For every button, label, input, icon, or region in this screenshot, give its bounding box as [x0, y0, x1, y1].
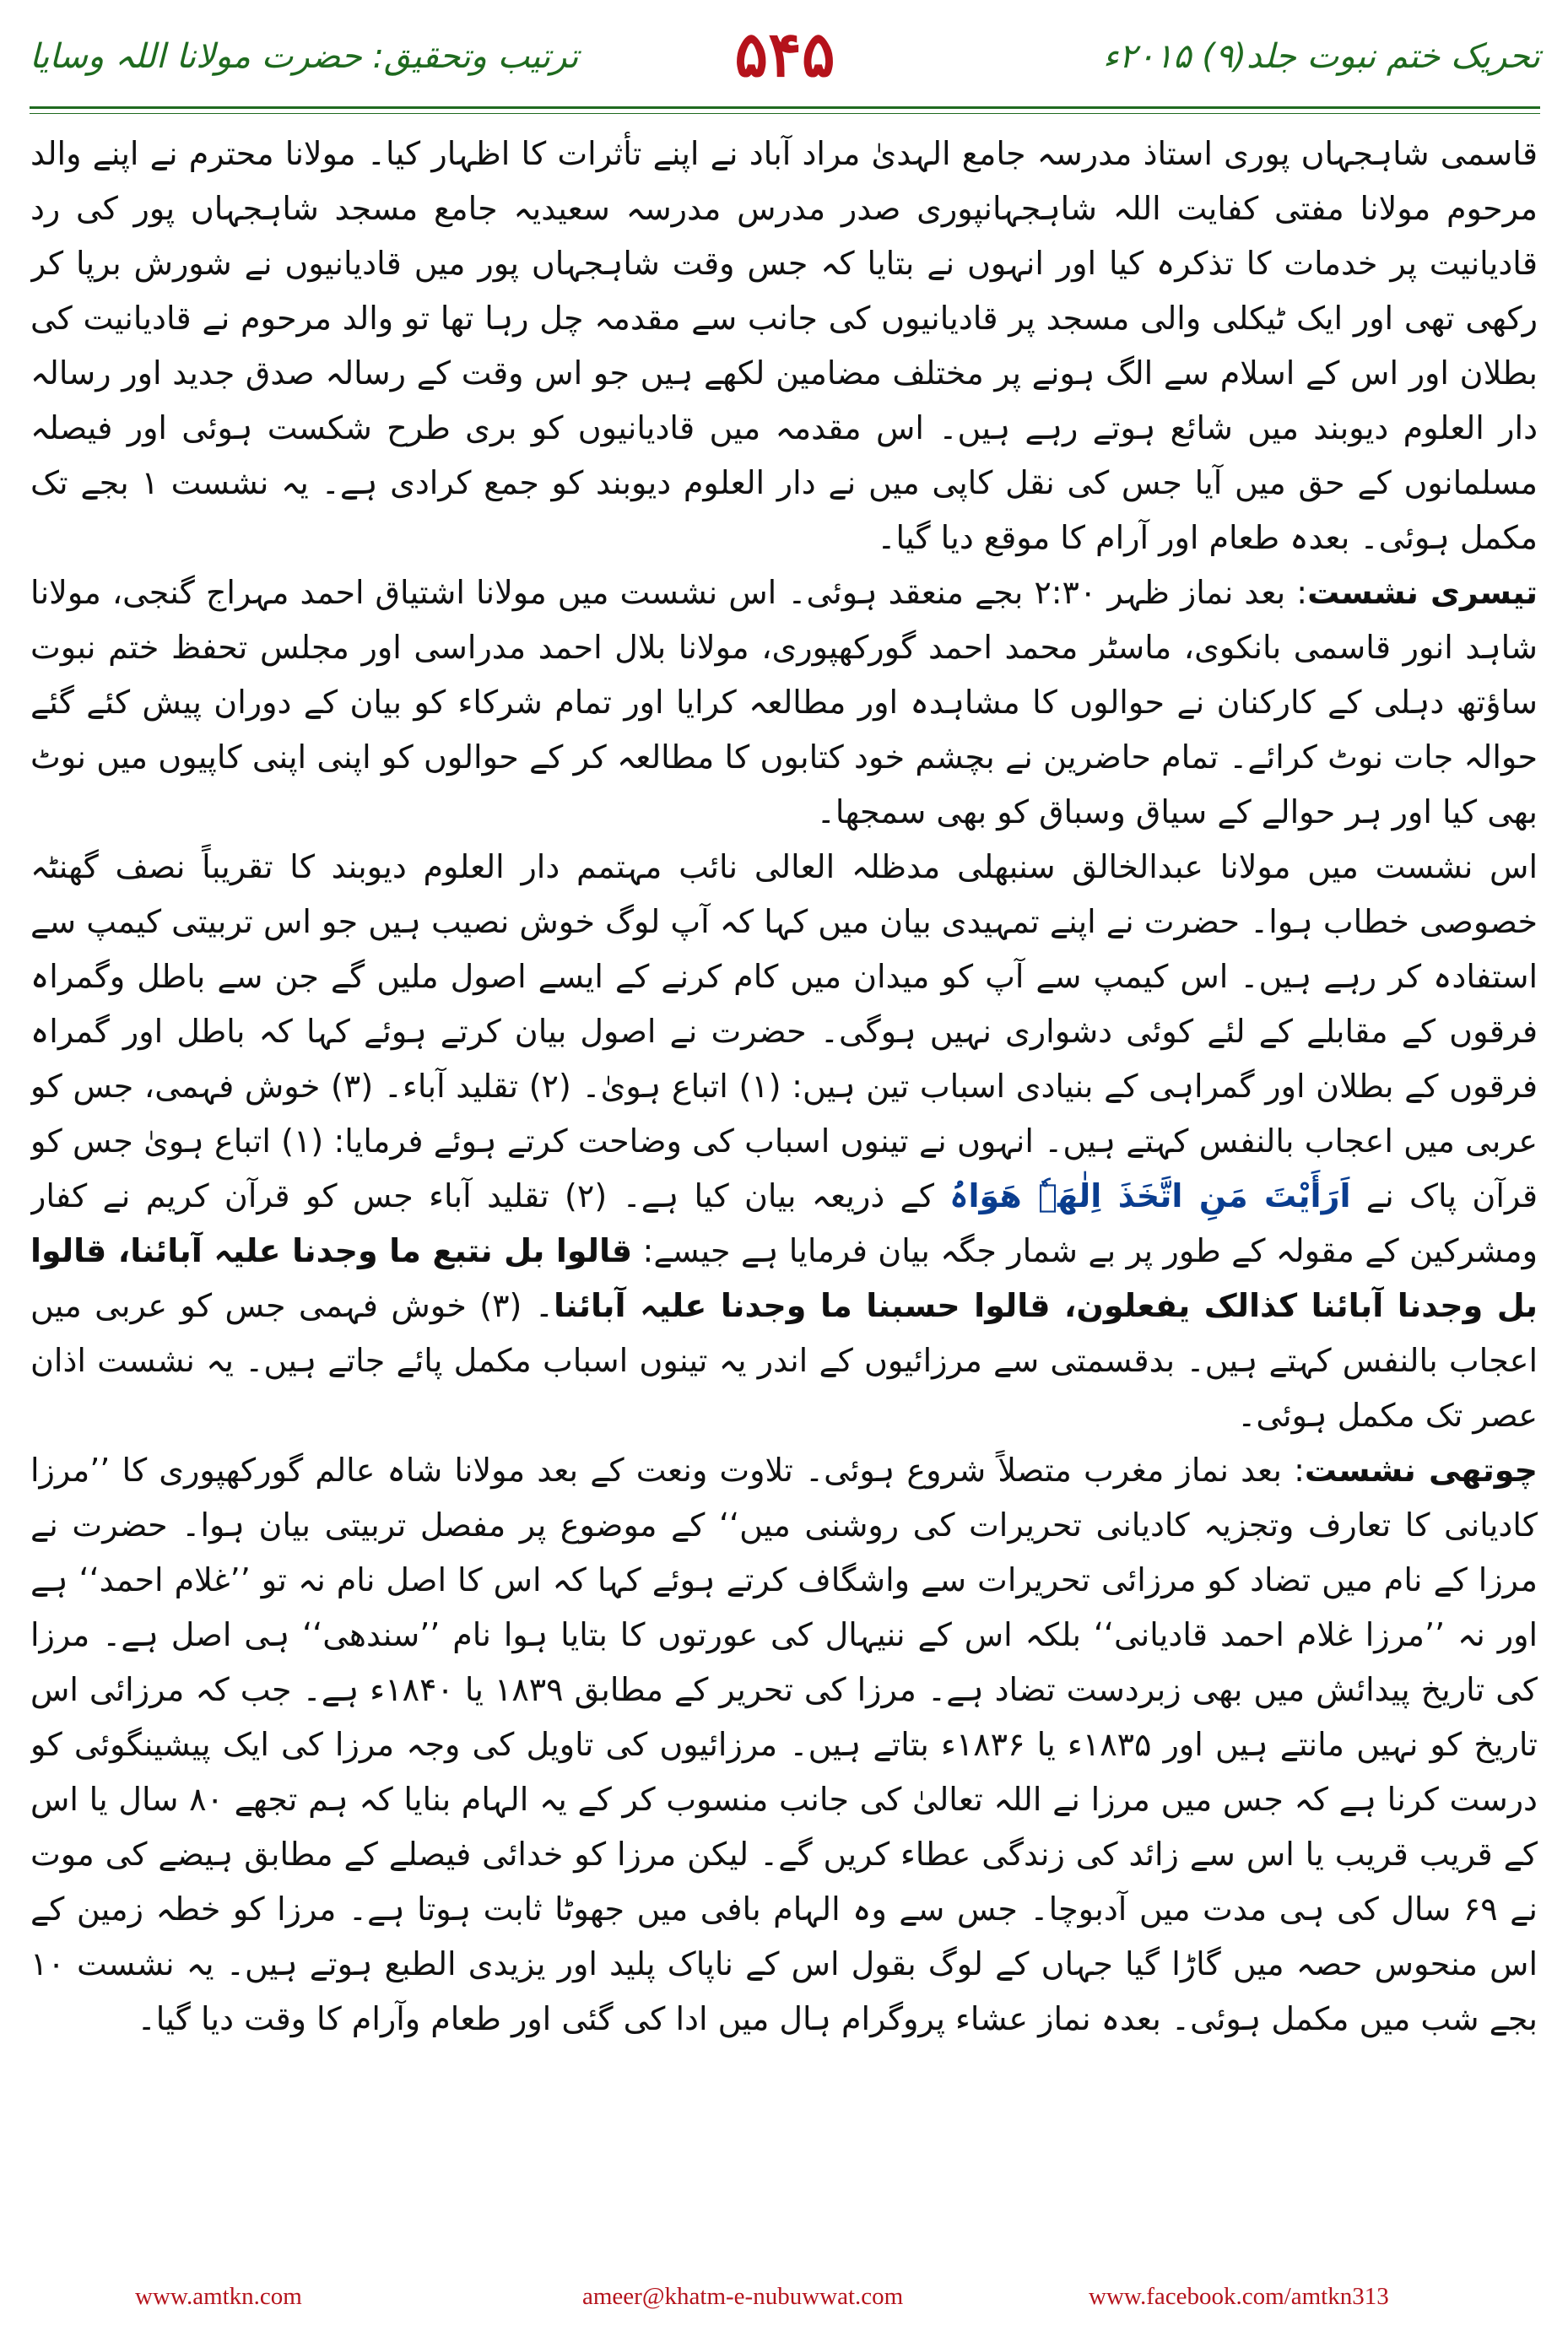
- website-link[interactable]: www.amtkn.com: [135, 2283, 302, 2310]
- article-body: [30, 127, 1538, 2283]
- paragraph-3: [30, 840, 1538, 1443]
- quran-verse: اَرَأَیْتَ مَنِ اتَّخَذَ اِلٰھَہٗ ھَوَاہُ: [949, 1177, 1351, 1214]
- paragraph-text: : بعد نماز ظہر ۲:۳۰ بجے منعقد ہوئی۔ اس نشست میں مولانا اشتیاق احمد مہراج گنجی، مولانا شاہد انور قاسمی بانکوی، ماسٹر محمد احمد گورکھپوری، مولانا بلال احمد مدراسی اور مجلس تحفظ ختم نبوت ساؤتھ دہلی کے کارکنان نے حوالوں کا مشاہدہ اور مطالعہ کرایا اور تمام شرکاء کو بیان کے دوران پیش کئے گئے حوالہ جات نوٹ کرائے۔ تمام حاضرین نے بچشم خود کتابوں کا مطالعہ کر کے حوالوں کو اپنی اپنی کاپیوں میں نوٹ بھی کیا اور ہر حوالے کے سیاق وسباق کو بھی سمجھا۔: [30, 574, 1538, 830]
- page-number: ۵۴۵: [734, 19, 835, 91]
- paragraph-2: [30, 565, 1538, 840]
- paragraph-4: [30, 1443, 1538, 2047]
- header-rule-thin: [30, 113, 1540, 114]
- paragraph-text-end: ۔ (۳) خوش فہمی جس کو عربی میں اعجاب بالنفس کہتے ہیں۔ بدقسمتی سے مرزائیوں کے اندر یہ تینوں اسباب مکمل پائے جاتے ہیں۔ یہ نشست اذان عصر تک مکمل ہوئی۔: [30, 1287, 1538, 1434]
- paragraph-text: اس نشست میں مولانا عبدالخالق سنبھلی مدظلہ العالی نائب مہتمم دار العلوم دیوبند کا تقریباً نصف گھنٹہ خصوصی خطاب ہوا۔ حضرت نے اپنے تمہیدی بیان میں کہا کہ آپ لوگ خوش نصیب ہیں جو اس تربیتی کیمپ سے استفادہ کر رہے ہیں۔ اس کیمپ سے آپ کو میدان میں کام کرنے کے ایسے اصول ملیں گے جن سے باطل وگمراہ فرقوں کے مقابلے کے لئے کوئی دشواری نہیں ہوگی۔ حضرت نے اصول بیان کرتے ہوئے کہا کہ باطل اور گمراہ فرقوں کے بطلان اور گمراہی کے بنیادی اسباب تین ہیں: (۱) اتباع ہویٰ۔ (۲) تقلید آباء۔ (۳) خوش فہمی، جس کو عربی میں اعجاب بالنفس کہتے ہیں۔ انہوں نے تینوں اسباب کی وضاحت کرتے ہوئے فرمایا: (۱) اتباع ہویٰ جس کو قرآن پاک نے: [30, 848, 1538, 1214]
- book-title: تحریک ختم نبوت جلد(۹) ۲۰۱۵ء: [1102, 37, 1540, 76]
- email-link[interactable]: ameer@khatm-e-nubuwwat.com: [582, 2283, 904, 2310]
- page-header: [30, 19, 1540, 120]
- facebook-link[interactable]: www.facebook.com/amtkn313: [1089, 2283, 1389, 2310]
- header-rule: [30, 106, 1540, 109]
- page-footer: [84, 2283, 1485, 2317]
- compiler-credit: ترتیب وتحقیق: حضرت مولانا اللہ وسایا: [30, 37, 579, 76]
- paragraph-text-cont: کے ذریعہ بیان کیا ہے۔ (۲) تقلید آباء جس کو قرآن کریم نے کفار ومشرکین کے مقولہ کے طور پر بے شمار جگہ بیان فرمایا ہے جیسے:: [30, 1177, 1538, 1269]
- session-heading: تیسری نشست: [1307, 574, 1538, 611]
- paragraph-text: : بعد نماز مغرب متصلاً شروع ہوئی۔ تلاوت ونعت کے بعد مولانا شاہ عالم گورکھپوری کا ’’مرزا کادیانی کا تعارف وتجزیہ کادیانی تحریرات کی روشنی میں‘‘ کے موضوع پر مفصل تربیتی بیان ہوا۔ حضرت نے مرزا کے نام میں تضاد کو مرزائی تحریرات سے واشگاف کرتے ہوئے کہا کہ اس کا اصل نام نہ تو ’’غلام احمد‘‘ ہے اور نہ ’’مرزا غلام احمد قادیانی‘‘ بلکہ اس کے ننیہال کی عورتوں کا بتایا ہوا نام ’’سندھی‘‘ ہی اصل ہے۔ مرزا کی تاریخ پیدائش میں بھی زبردست تضاد ہے۔ مرزا کی تحریر کے مطابق ۱۸۳۹ یا ۱۸۴۰ء ہے۔ جب کہ مرزائی اس تاریخ کو نہیں مانتے ہیں اور ۱۸۳۵ء یا ۱۸۳۶ء بتاتے ہیں۔ مرزائیوں کی تاویل کی وجہ مرزا کی ایک پیشینگوئی کو درست کرنا ہے کہ جس میں مرزا نے اللہ تعالیٰ کی جانب منسوب کر کے یہ الہام بنایا کہ ہم تجھے ۸۰ سال یا اس کے قریب قریب یا اس سے زائد کی زندگی عطاء کریں گے۔ لیکن مرزا کو خدائی فیصلے کے مطابق ہیضے کی موت نے ۶۹ سال کی ہی مدت میں آدبوچا۔ جس سے وہ الہام بافی میں جھوٹا ثابت ہوتا ہے۔ مرزا کو خطہ زمین کے اس منحوس حصہ میں گاڑا گیا جہاں کے لوگ بقول اس کے ناپاک پلید اور یزیدی الطبع ہوتے ہیں۔ یہ نشست ۱۰ بجے شب میں مکمل ہوئی۔ بعدہ نماز عشاء پروگرام ہال میں ادا کی گئی اور طعام وآرام کا وقت دیا گیا۔: [30, 1452, 1538, 2037]
- paragraph-1: [30, 127, 1538, 565]
- session-heading: چوتھی نشست: [1304, 1452, 1538, 1489]
- paragraph-text: قاسمی شاہجہاں پوری استاذ مدرسہ جامع الہدیٰ مراد آباد نے اپنے تأثرات کا اظہار کیا۔ مولانا محترم نے اپنے والد مرحوم مولانا مفتی کفایت اللہ شاہجہانپوری صدر مدرس مدرسہ سعیدیہ جامع مسجد شاہجہاں پور کی رد قادیانیت پر خدمات کا تذکرہ کیا اور انہوں نے بتایا کہ جس وقت شاہجہاں پور میں قادیانیوں نے شورش برپا کر رکھی تھی اور ایک ٹیکلی والی مسجد پر قادیانیوں کی جانب سے مقدمہ چل رہا تھا تو والد مرحوم نے قادیانیت کی بطلان اور اس کے اسلام سے الگ ہونے پر مختلف مضامین لکھے ہیں جو اس وقت کے رسالہ صدق جدید اور رسالہ دار العلوم دیوبند میں شائع ہوتے رہے ہیں۔ اس مقدمہ میں قادیانیوں کو بری طرح شکست ہوئی اور فیصلہ مسلمانوں کے حق میں آیا جس کی نقل کاپی میں نے دار العلوم دیوبند کو جمع کرادی ہے۔ یہ نشست ۱ بجے تک مکمل ہوئی۔ بعدہ طعام اور آرام کا موقع دیا گیا۔: [30, 135, 1538, 556]
- arabic-quote: قالوا بل نتبع ما وجدنا علیہ آبائنا، قالوا بل وجدنا آبائنا کذالک یفعلون، قالوا حسبنا ما وجدنا علیہ آبائنا: [30, 1232, 1538, 1324]
